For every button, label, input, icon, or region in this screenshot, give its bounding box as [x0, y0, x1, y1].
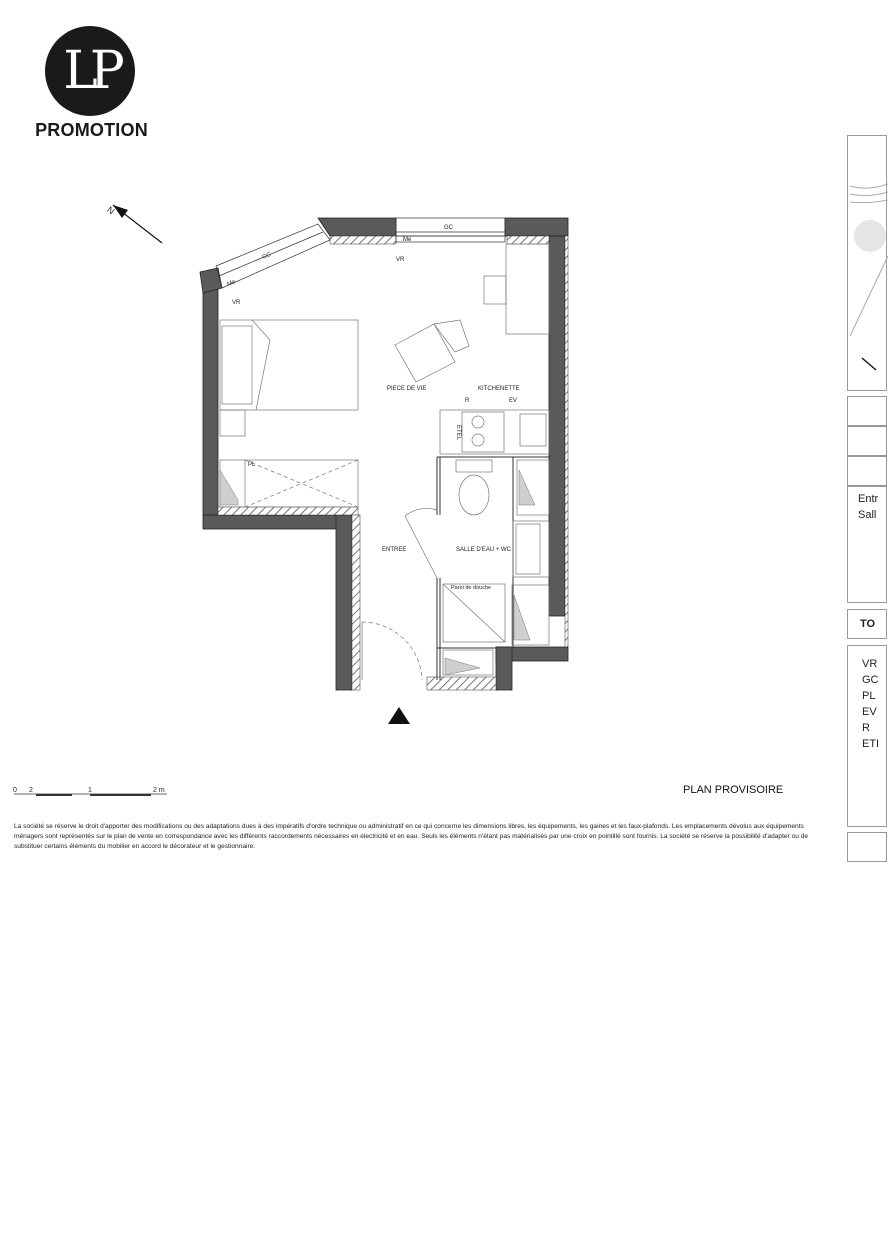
label-me-left: Me — [226, 279, 237, 288]
table-header-row — [847, 396, 887, 426]
label-gc-left: GC — [261, 251, 273, 261]
equipment-labels — [226, 225, 517, 468]
row-entree: Entr — [858, 493, 879, 505]
logo-letters: LP — [63, 41, 117, 101]
interior-partitions — [437, 457, 549, 680]
footer-box — [847, 832, 887, 862]
label-r: R — [465, 398, 470, 404]
room-entree: ENTREE — [382, 547, 407, 553]
label-ev: EV — [509, 398, 518, 404]
location-map — [848, 136, 888, 392]
location-map-box — [847, 135, 887, 391]
plan-status: PLAN PROVISOIRE — [683, 784, 784, 796]
label-vr-top: VR — [396, 257, 405, 263]
legend-vr: VR — [862, 658, 878, 670]
label-paroi-douche: Paroi de douche — [451, 585, 492, 591]
legend-gc: GC — [862, 674, 879, 686]
duct-shading — [220, 470, 535, 675]
row-salle: Sall — [858, 509, 877, 521]
legend-ev: EV — [862, 706, 877, 718]
room-kitchenette: KITCHENETTE — [478, 386, 520, 392]
svg-text:N: N — [105, 204, 117, 217]
north-arrow-icon — [105, 204, 162, 243]
legend-box — [847, 645, 887, 827]
legend-etel: ETI — [862, 738, 880, 750]
table-row — [847, 426, 887, 456]
room-salle-eau: SALLE D'EAU + WC — [456, 547, 511, 553]
entrance-arrow-icon — [388, 707, 410, 724]
side-panel — [847, 135, 887, 865]
label-me-top: Me — [403, 237, 412, 243]
label-pl: PL — [248, 462, 256, 468]
surface-table — [847, 486, 887, 603]
furniture — [220, 244, 549, 680]
room-labels — [382, 386, 520, 591]
total-label: TO — [860, 618, 876, 630]
scale-one: 1 — [88, 787, 92, 794]
scale-two: 2 — [29, 787, 33, 794]
label-gc-top: GC — [444, 225, 453, 231]
total-row — [847, 609, 887, 639]
scale-two-m: 2 m — [153, 787, 165, 794]
disclaimer-text: La société se réserve le droit d'apporter des modifications ou des adaptations dues à des impératifs d'ordre technique ou administratif en ce qui concerne les dimensions libres, les équipements, les gaines et les faux-plafonds. Les emplacements dévolus aux équipements ménagers sont représentés sur le plan de vente en correspondance avec les différents raccordements nécessaires en électricité et en eau. Seuls les éléments n'étant pas matérialisés par une croix en pointillé sont fournis. La société se réserve la possibilité d'adapter ou de substituer certains éléments du mobilier en accord le décorateur et le gestionnaire. — [14, 823, 809, 850]
scale-zero: 0 — [13, 787, 17, 794]
label-vr-left: VR — [232, 300, 241, 306]
logo-wordmark: PROMOTION — [35, 120, 148, 140]
table-row — [847, 456, 887, 486]
label-etel: ETEL — [455, 425, 461, 441]
room-piece-de-vie: PIECE DE VIE — [387, 386, 427, 392]
scale-bar — [13, 787, 167, 795]
legend-r: R — [862, 722, 870, 734]
window-left — [216, 224, 330, 288]
legend-pl: PL — [862, 690, 876, 702]
